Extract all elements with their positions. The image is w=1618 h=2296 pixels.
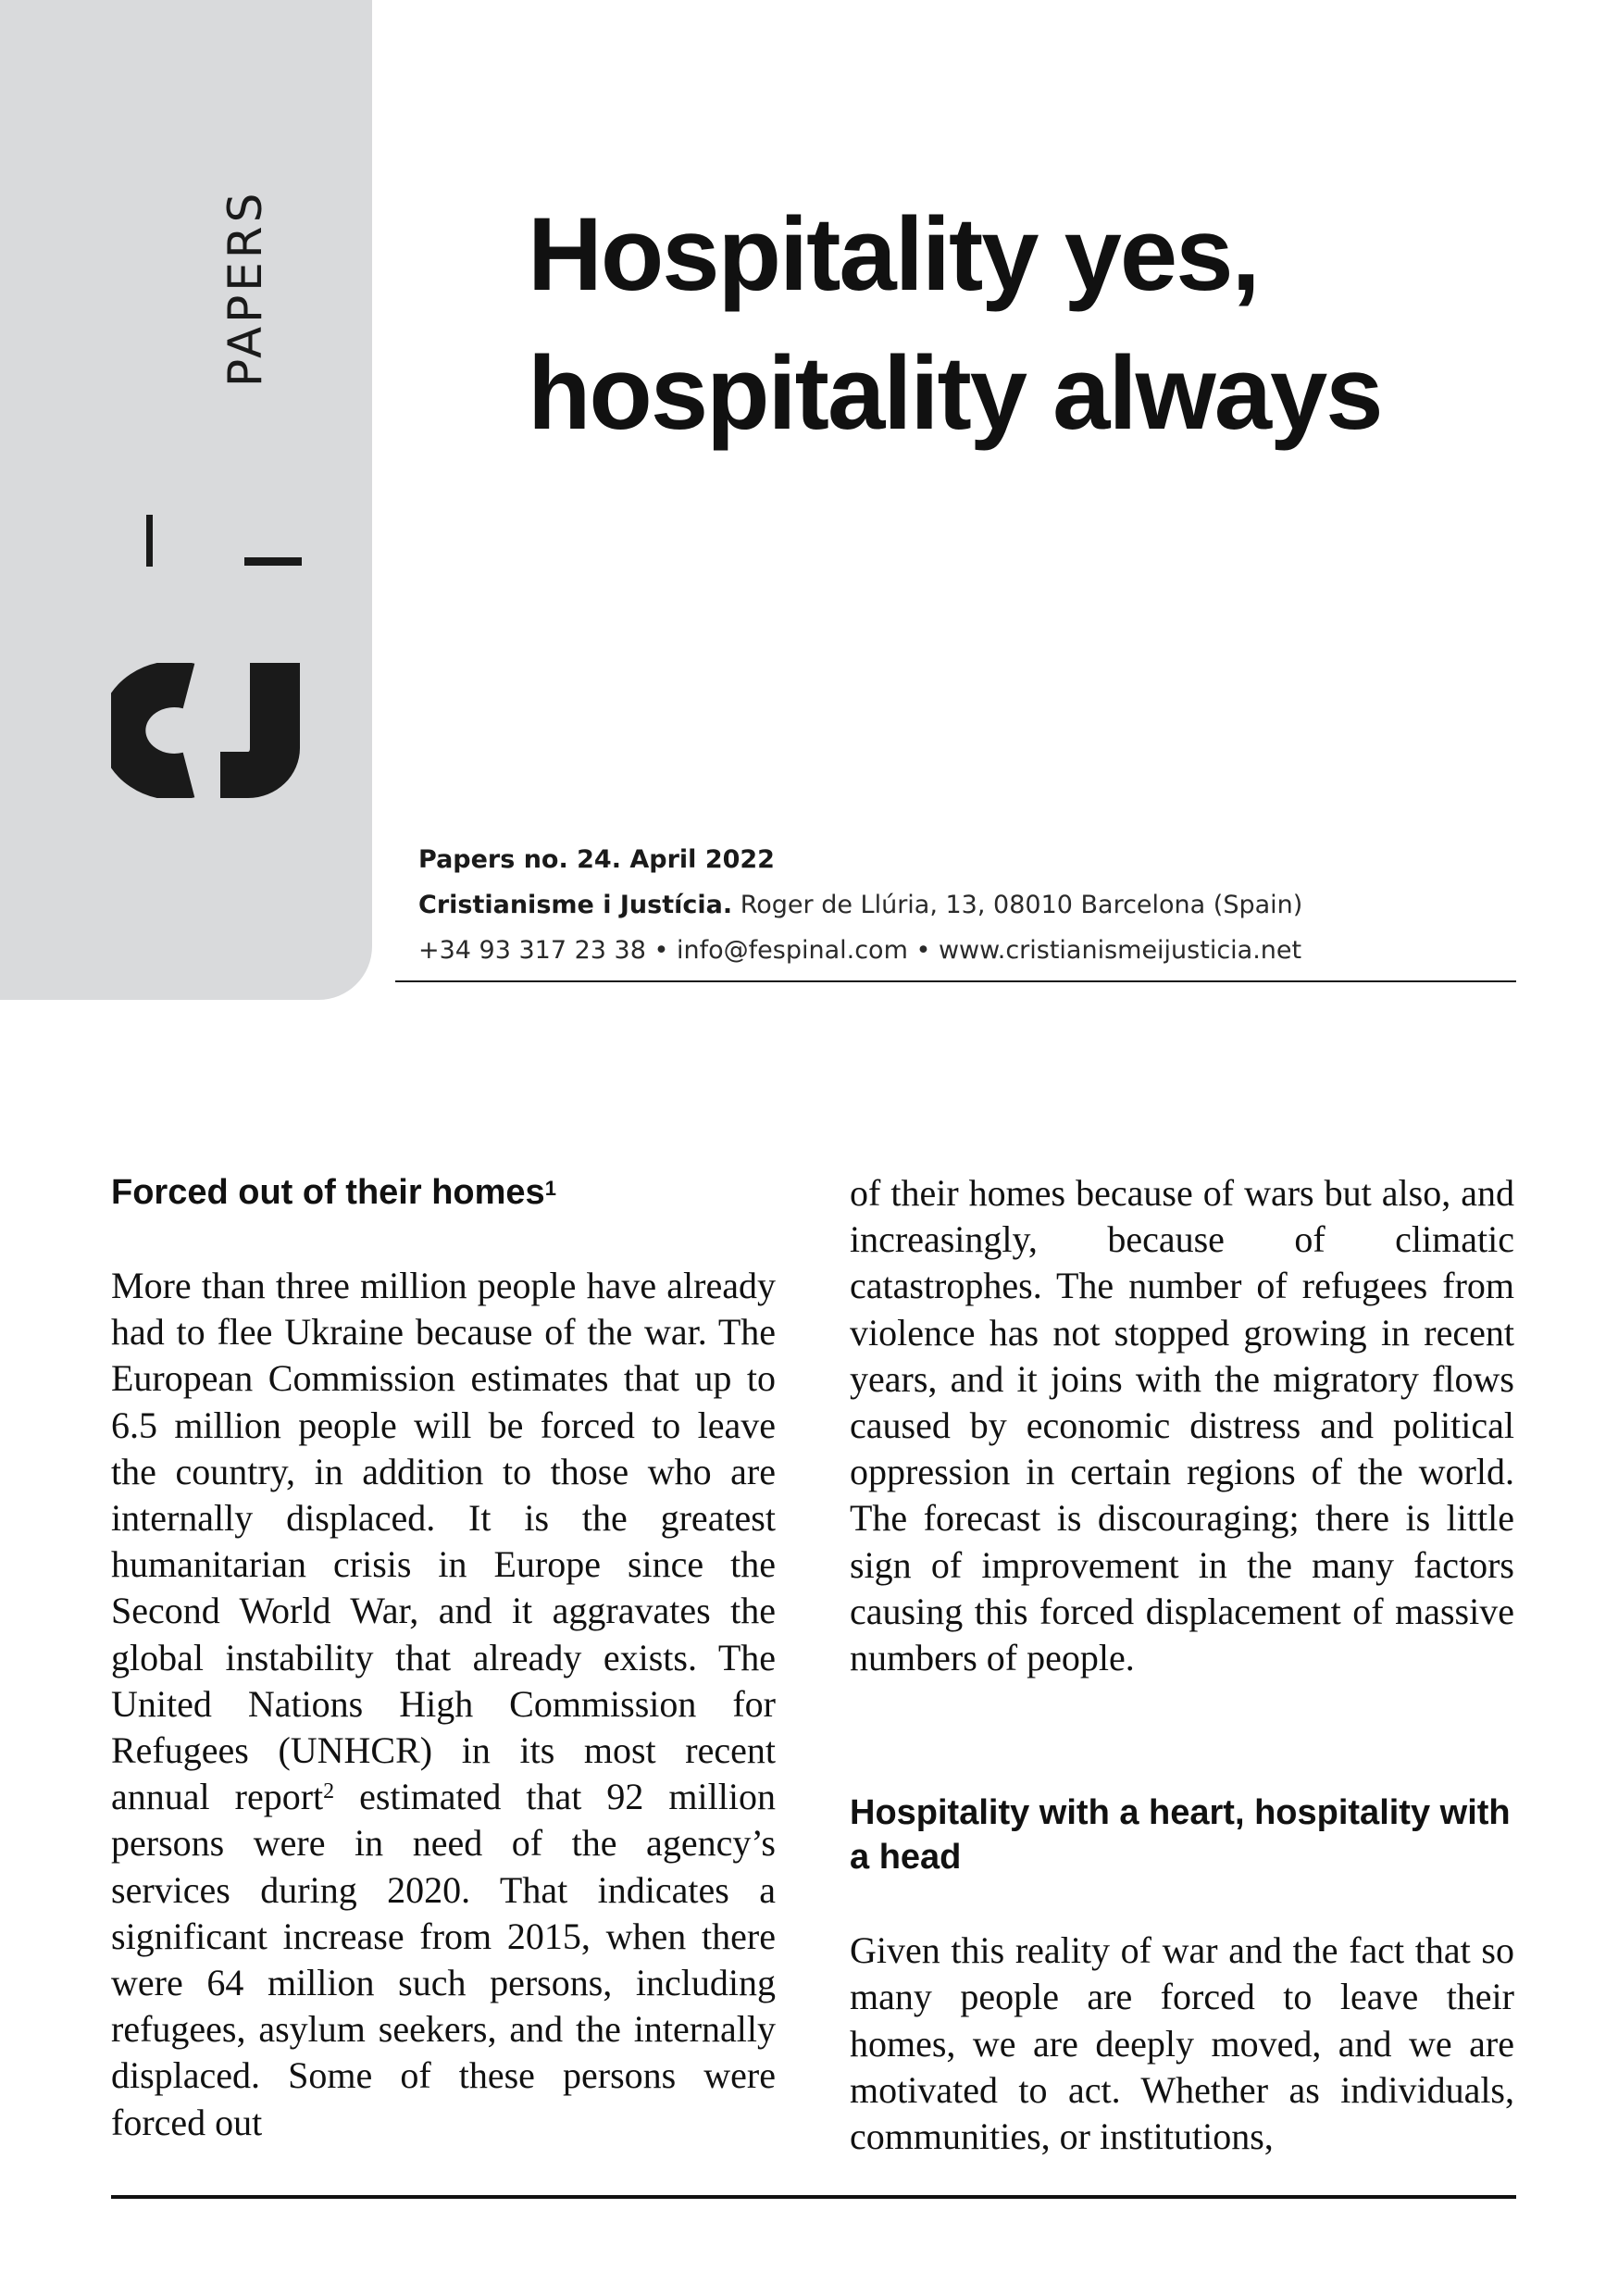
sidebar-band bbox=[0, 0, 372, 1000]
footnote-ref-2: 2 bbox=[323, 1779, 335, 1804]
label-divider-vertical bbox=[146, 515, 153, 567]
section-heading-text: Forced out of their homes bbox=[111, 1173, 545, 1212]
article-column-left bbox=[111, 1170, 776, 2146]
body-paragraph bbox=[111, 1263, 776, 2146]
masthead bbox=[418, 837, 1302, 973]
title-line-2: hospitality always bbox=[528, 335, 1382, 451]
paragraph-text: estimated that 92 million persons were in need of the agency’s services during 2020. That indicates a significant increase from 2015, when there were 64 million such persons, including refugees, asylum seekers, and the internally displaced. Some of these persons were forced out bbox=[111, 1776, 776, 2143]
publisher-line bbox=[418, 882, 1302, 928]
section-heading-forced-out bbox=[111, 1170, 776, 1215]
article-column-right bbox=[850, 1170, 1514, 2160]
footnote-ref-1: 1 bbox=[544, 1177, 556, 1200]
body-paragraph: Given this reality of war and the fact that so many people are forced to leave their homes, we are deeply moved, and we are motivated to act. Whether as individuals, communities, or institutions, bbox=[850, 1929, 1514, 2158]
publisher-address: Roger de Llúria, 13, 08010 Barcelona (Spain) bbox=[732, 891, 1303, 919]
footer-divider bbox=[111, 2195, 1516, 2199]
contact-line: +34 93 317 23 38 • info@fespinal.com • www.cristianismeijusticia.net bbox=[418, 936, 1302, 965]
section-label: PAPERS bbox=[218, 189, 272, 387]
publisher-name: Cristianisme i Justícia. bbox=[418, 891, 733, 919]
cj-logo bbox=[111, 663, 333, 798]
label-divider-horizontal bbox=[244, 557, 302, 566]
masthead-divider bbox=[395, 980, 1516, 982]
page-title bbox=[528, 185, 1382, 463]
body-paragraph-continued: of their homes because of wars but also, and increasingly, because of climatic catastrophes. The number of refugees from violence has not stopped growing in recent years, and it joins with the migratory flows caused by economic distress and political oppression in certain regions of the world. The forecast is discouraging; there is little sign of improvement in the many factors causing this forced displacement of massive numbers of people. bbox=[850, 1172, 1514, 1679]
issue-line: Papers no. 24. April 2022 bbox=[418, 845, 775, 874]
title-line-1: Hospitality yes, bbox=[528, 196, 1259, 312]
section-heading-hospitality: Hospitality with a heart, hospitality with a head bbox=[850, 1793, 1511, 1878]
paragraph-text: More than three million people have already had to flee Ukraine because of the war. The European Commission estimates that up to 6.5 million people will be forced to leave the country, in addition to those who are internally displaced. It is the greatest humanitarian crisis in Europe since the Second World War, and it aggravates the global instability that already exists. The United Nations High Commission for Refugees (UNHCR) in its most recent annual report bbox=[111, 1265, 776, 1818]
